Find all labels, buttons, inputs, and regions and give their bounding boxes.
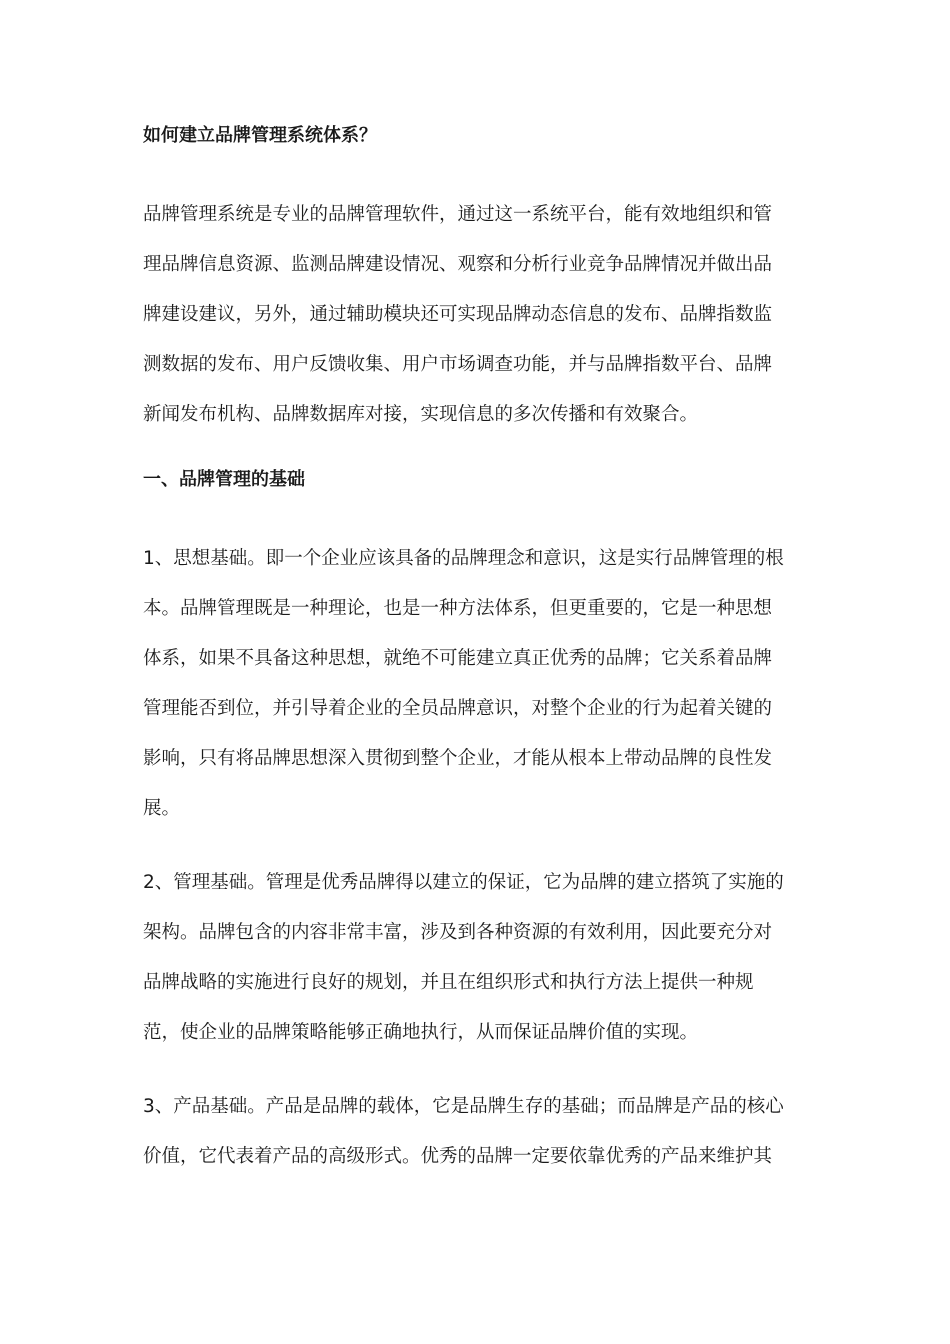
intro-paragraph [143,190,815,440]
paragraph-product-foundation [143,1082,815,1182]
text-line: 展。 [143,798,181,819]
text-line: 品牌管理系统是专业的品牌管理软件，通过这一系统平台，能有效地组织和管 [143,204,773,225]
text-line: 牌建设建议，另外，通过辅助模块还可实现品牌动态信息的发布、品牌指数监 [143,304,773,325]
paragraph-ideology-foundation [143,534,815,834]
text-line: 测数据的发布、用户反馈收集、用户市场调查功能，并与品牌指数平台、品牌 [143,354,773,375]
text-line: 影响，只有将品牌思想深入贯彻到整个企业，才能从根本上带动品牌的良性发 [143,748,773,769]
text-line: 价值，它代表着产品的高级形式。优秀的品牌一定要依靠优秀的产品来维护其 [143,1146,773,1167]
text-line: 架构。品牌包含的内容非常丰富，涉及到各种资源的有效利用，因此要充分对 [143,922,773,943]
document-title: 如何建立品牌管理系统体系？ [143,125,377,146]
document-page [143,120,815,1206]
text-line: 品牌战略的实施进行良好的规划，并且在组织形式和执行方法上提供一种规 [143,972,754,993]
text-line: 范，使企业的品牌策略能够正确地执行，从而保证品牌价值的实现。 [143,1022,699,1043]
paragraph-management-foundation [143,858,815,1058]
text-line: 2、管理基础。管理是优秀品牌得以建立的保证，它为品牌的建立搭筑了实施的 [143,872,784,893]
text-line: 1、思想基础。即一个企业应该具备的品牌理念和意识，这是实行品牌管理的根 [143,548,784,569]
text-line: 管理能否到位，并引导着企业的全员品牌意识，对整个企业的行为起着关键的 [143,698,773,719]
text-line: 新闻发布机构、品牌数据库对接，实现信息的多次传播和有效聚合。 [143,404,699,425]
text-line: 体系，如果不具备这种思想，就绝不可能建立真正优秀的品牌；它关系着品牌 [143,648,773,669]
text-line: 理品牌信息资源、监测品牌建设情况、观察和分析行业竞争品牌情况并做出品 [143,254,773,275]
text-line: 本。品牌管理既是一种理论，也是一种方法体系，但更重要的，它是一种思想 [143,598,773,619]
section-heading: 一、品牌管理的基础 [143,469,305,490]
text-line: 3、产品基础。产品是品牌的载体，它是品牌生存的基础；而品牌是产品的核心 [143,1096,784,1117]
